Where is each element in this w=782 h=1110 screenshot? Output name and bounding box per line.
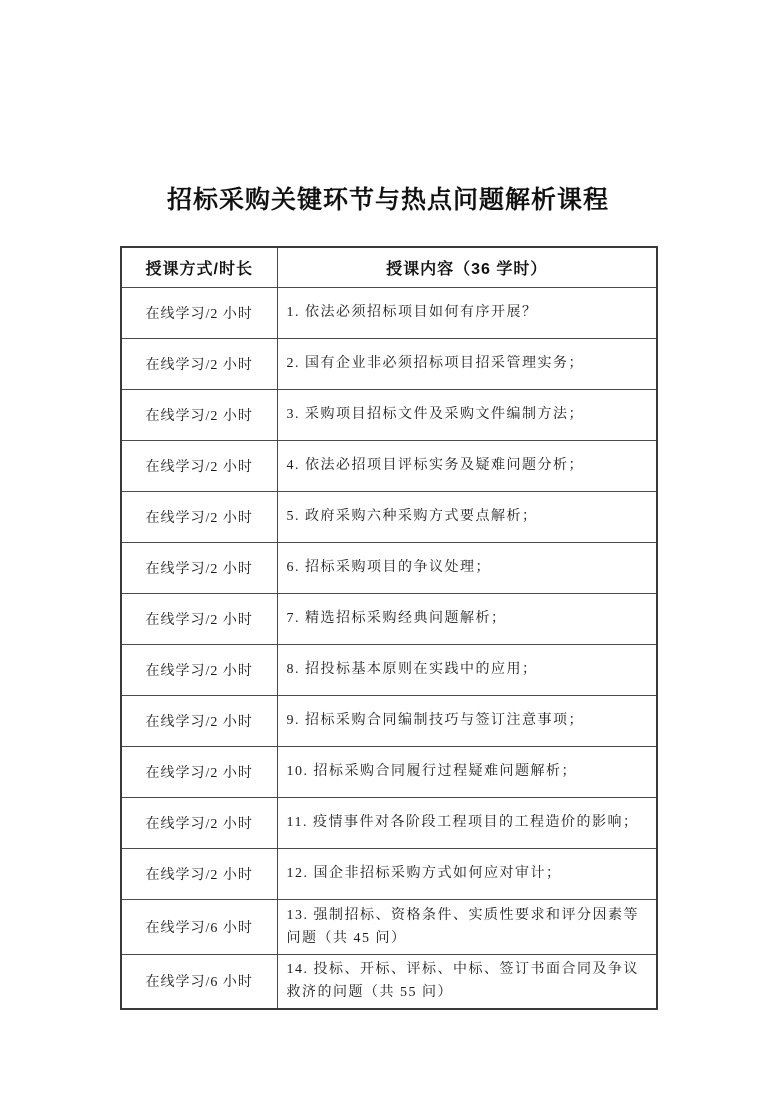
content-cell: 1. 依法必须招标项目如何有序开展？: [277, 287, 657, 338]
mode-cell: 在线学习/2 小时: [121, 542, 277, 593]
mode-cell: 在线学习/2 小时: [121, 389, 277, 440]
table-row: [121, 287, 657, 338]
content-cell: 8. 招投标基本原则在实践中的应用；: [277, 644, 657, 695]
table-row: [121, 695, 657, 746]
mode-cell: 在线学习/2 小时: [121, 695, 277, 746]
mode-cell: 在线学习/2 小时: [121, 848, 277, 899]
mode-cell: 在线学习/2 小时: [121, 593, 277, 644]
mode-cell: 在线学习/6 小时: [121, 954, 277, 1009]
mode-cell: 在线学习/2 小时: [121, 797, 277, 848]
course-table: [120, 246, 658, 1010]
content-cell: 3. 采购项目招标文件及采购文件编制方法；: [277, 389, 657, 440]
content-cell: 2. 国有企业非必须招标项目招采管理实务；: [277, 338, 657, 389]
content-cell: 5. 政府采购六种采购方式要点解析；: [277, 491, 657, 542]
content-cell: 13. 强制招标、资格条件、实质性要求和评分因素等问题（共 45 问）: [277, 899, 657, 954]
column-header-content: 授课内容（36 学时）: [277, 247, 657, 287]
mode-cell: 在线学习/6 小时: [121, 899, 277, 954]
table-row: [121, 797, 657, 848]
mode-cell: 在线学习/2 小时: [121, 440, 277, 491]
table-row: [121, 954, 657, 1009]
table-row: [121, 593, 657, 644]
document-title: 招标采购关键环节与热点问题解析课程: [166, 186, 609, 214]
table-header-row: [121, 247, 657, 287]
mode-cell: 在线学习/2 小时: [121, 338, 277, 389]
table-row: [121, 644, 657, 695]
content-cell: 11. 疫情事件对各阶段工程项目的工程造价的影响；: [277, 797, 657, 848]
content-cell: 4. 依法必招项目评标实务及疑难问题分析；: [277, 440, 657, 491]
mode-cell: 在线学习/2 小时: [121, 491, 277, 542]
mode-cell: 在线学习/2 小时: [121, 746, 277, 797]
table-row: [121, 440, 657, 491]
table-row: [121, 542, 657, 593]
content-cell: 14. 投标、开标、评标、中标、签订书面合同及争议救济的问题（共 55 问）: [277, 954, 657, 1009]
table-row: [121, 746, 657, 797]
table-row: [121, 338, 657, 389]
content-cell: 12. 国企非招标采购方式如何应对审计；: [277, 848, 657, 899]
table-row: [121, 389, 657, 440]
table-row: [121, 491, 657, 542]
content-cell: 7. 精选招标采购经典问题解析；: [277, 593, 657, 644]
table-row: [121, 848, 657, 899]
column-header-mode: 授课方式/时长: [121, 247, 277, 287]
content-cell: 10. 招标采购合同履行过程疑难问题解析；: [277, 746, 657, 797]
table-row: [121, 899, 657, 954]
mode-cell: 在线学习/2 小时: [121, 644, 277, 695]
mode-cell: 在线学习/2 小时: [121, 287, 277, 338]
content-cell: 9. 招标采购合同编制技巧与签订注意事项；: [277, 695, 657, 746]
content-cell: 6. 招标采购项目的争议处理；: [277, 542, 657, 593]
